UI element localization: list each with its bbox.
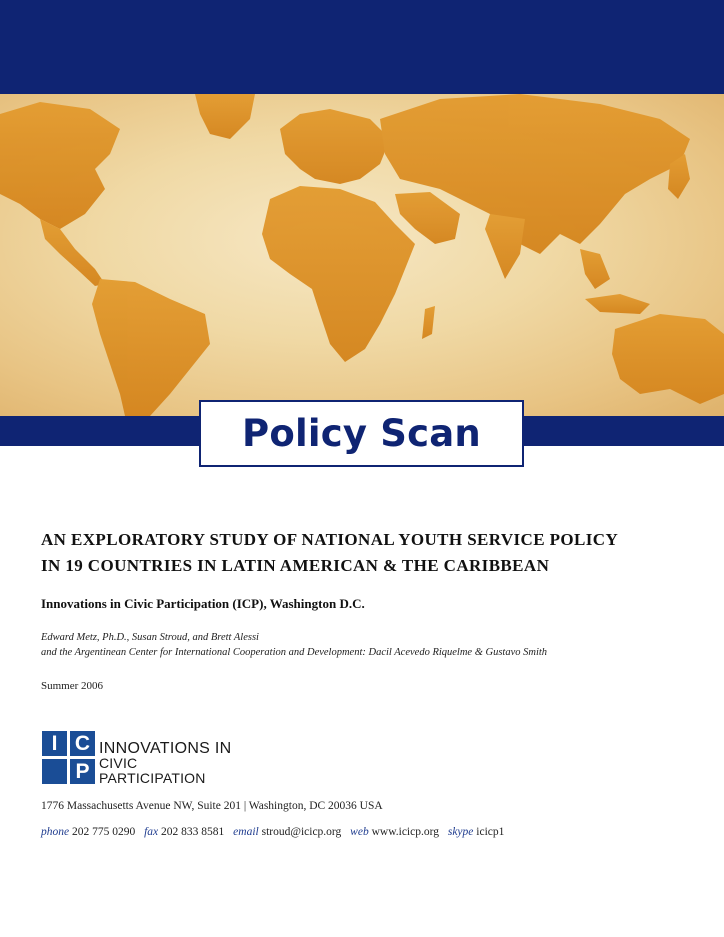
logo-cell-blank: [42, 759, 67, 784]
north-america-shape: [0, 102, 120, 229]
africa-shape: [262, 186, 415, 362]
icp-logo-mark: [42, 731, 96, 785]
skype-handle: icicp1: [476, 826, 505, 838]
logo-line-1: INNOVATIONS IN: [99, 740, 232, 757]
world-map-image: [0, 94, 724, 416]
skype-label: skype: [447, 826, 474, 838]
publication-date: Summer 2006: [41, 680, 104, 692]
title-box: [199, 400, 524, 467]
headline-line-2: IN 19 COUNTRIES IN LATIN AMERICAN & THE CARIBBEAN: [41, 556, 550, 575]
australia-shape: [612, 314, 724, 404]
email-link[interactable]: stroud@icicp.org: [261, 826, 342, 838]
email-label: email: [233, 826, 259, 838]
world-map-graphic: [0, 94, 724, 416]
logo-line-2: CIVIC PARTICIPATION: [99, 755, 206, 786]
logo-wordmark: [99, 741, 242, 786]
authors-line-2: and the Argentinean Center for International Cooperation and Development: Dacil Acevedo Riquelme & Gustavo Smith: [41, 647, 548, 658]
cover-title: Policy Scan: [242, 412, 481, 455]
phone-number: 202 775 0290: [71, 826, 136, 838]
indonesia-shape: [585, 294, 650, 314]
contact-line: [41, 826, 504, 838]
logo-cell-c: C: [70, 731, 95, 756]
top-navy-band: [0, 0, 724, 94]
headline-line-1: AN EXPLORATORY STUDY OF NATIONAL YOUTH SERVICE POLICY: [41, 530, 619, 549]
madagascar-shape: [422, 306, 435, 339]
report-headline: [41, 527, 721, 579]
logo-cell-p: P: [70, 759, 95, 784]
europe-shape: [280, 109, 390, 184]
central-america-shape: [40, 219, 105, 286]
web-link[interactable]: www.icicp.org: [371, 826, 439, 838]
fax-number: 202 833 8581: [161, 826, 225, 838]
fax-label: fax: [144, 826, 159, 838]
mailing-address: 1776 Massachusetts Avenue NW, Suite 201 | Washington, DC 20036 USA: [41, 800, 383, 812]
phone-label: phone: [41, 826, 70, 838]
southeast-asia-shape: [580, 249, 610, 289]
greenland-shape: [195, 94, 255, 139]
india-shape: [485, 214, 525, 279]
authors-block: [41, 630, 547, 660]
logo-cell-i: I: [42, 731, 67, 756]
web-label: web: [350, 826, 369, 838]
authors-line-1: Edward Metz, Ph.D., Susan Stroud, and Brett Alessi: [41, 632, 259, 643]
south-america-shape: [92, 279, 210, 416]
icp-logo: [42, 731, 242, 785]
organization-line: Innovations in Civic Participation (ICP), Washington D.C.: [41, 596, 365, 611]
